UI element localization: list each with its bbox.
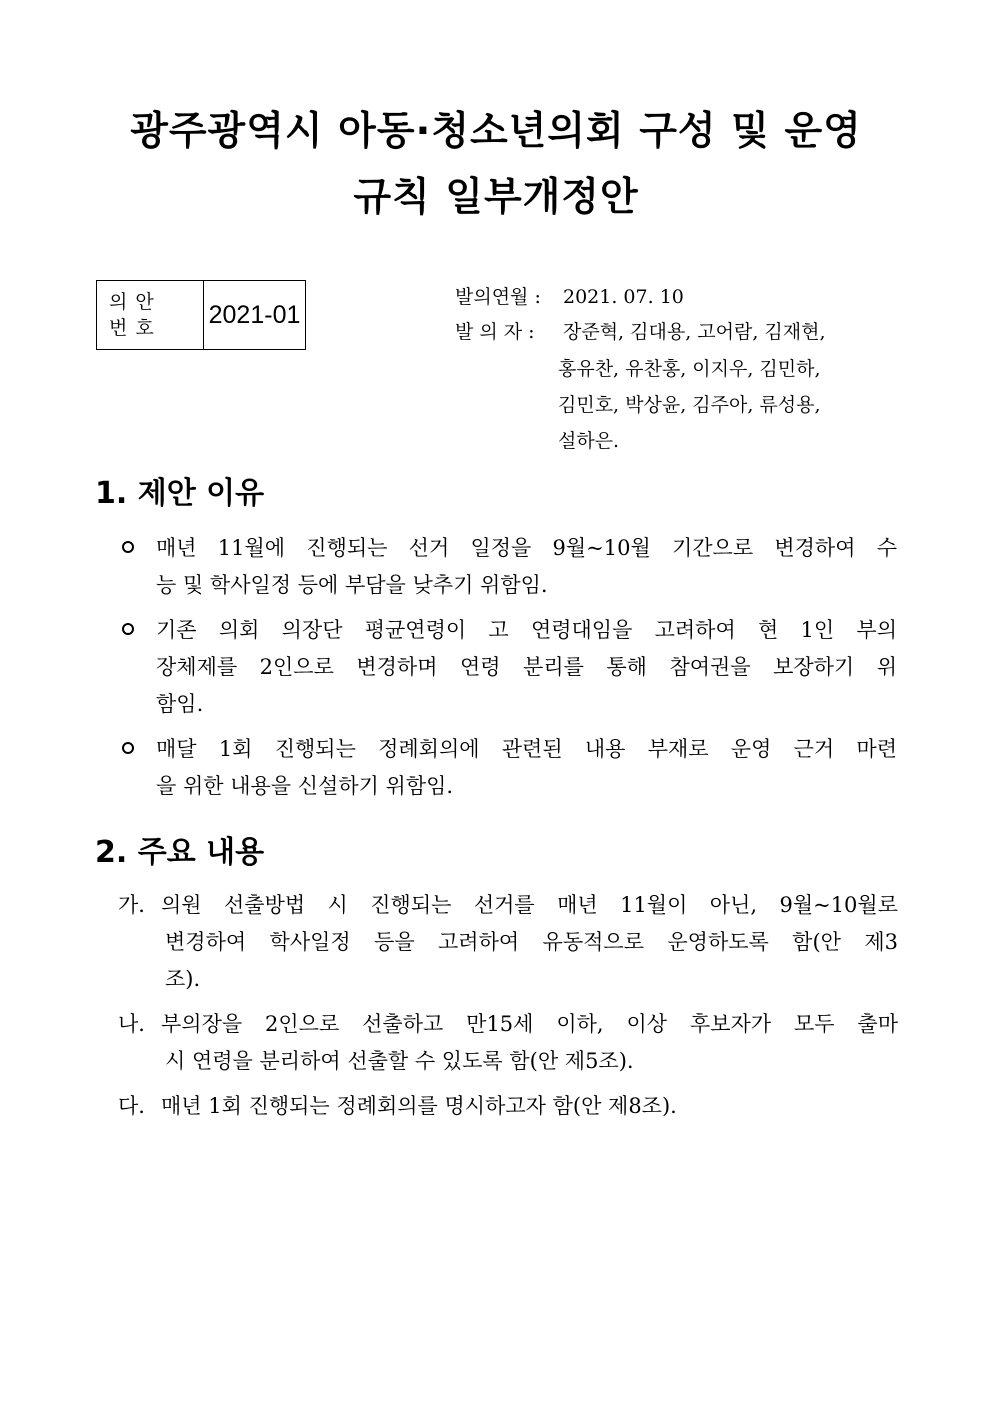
circle-bullet-icon <box>122 742 134 754</box>
section-heading-reason: 1. 제안 이유 <box>95 476 265 511</box>
proposers-line: 장준혁, 김대용, 고어람, 김재현, <box>563 321 826 343</box>
bullet-line: 을 위한 내용을 신설하기 위함임. <box>156 774 454 798</box>
document-title-line1: 광주광역시 아동·청소년의회 구성 및 운영 <box>130 109 862 154</box>
document-title-line2: 규칙 일부개정안 <box>353 175 639 220</box>
circle-bullet-icon <box>122 623 134 635</box>
proposers-line: 김민호, 박상윤, 김주아, 류성용, <box>558 394 821 416</box>
item-line: 매년 1회 진행되는 정례회의를 명시하고자 함(안 제8조). <box>161 1094 677 1118</box>
bill-number-label <box>97 281 204 349</box>
item-line: 변경하여 학사일정 등을 고려하여 유동적으로 운영하도록 함(안 제3 <box>165 930 898 954</box>
proposal-date-value: 2021. 07. 10 <box>563 286 684 308</box>
item-line: 조). <box>165 967 201 991</box>
proposers-line: 설하은. <box>558 430 620 452</box>
bullet-line: 함임. <box>156 692 204 716</box>
bill-label-line1: 의안 <box>109 291 162 313</box>
item-line: 시 연령을 분리하여 선출할 수 있도록 함(안 제5조). <box>165 1049 634 1073</box>
item-marker: 나. <box>118 1012 145 1036</box>
bill-number-value: 2021-01 <box>208 300 301 329</box>
section-heading-main-contents: 2. 주요 내용 <box>95 835 265 870</box>
item-line: 의원 선출방법 시 진행되는 선거를 매년 11월이 아닌, 9월~10월로 <box>161 893 898 917</box>
proposal-date-label: 발의연월 : <box>455 286 541 308</box>
bill-number-box <box>96 280 306 350</box>
proposers-row <box>455 317 826 344</box>
proposal-date <box>455 282 684 309</box>
bullet-line: 기존 의회 의장단 평균연령이 고 연령대임을 고려하여 현 1인 부의 <box>156 618 897 642</box>
bullet-line: 능 및 학사일정 등에 부담을 낮추기 위함임. <box>156 573 548 597</box>
bullet-line: 장체제를 2인으로 변경하며 연령 분리를 통해 참여권을 보장하기 위 <box>156 655 897 679</box>
item-marker: 다. <box>118 1094 145 1118</box>
bullet-line: 매달 1회 진행되는 정례회의에 관련된 내용 부재로 운영 근거 마련 <box>156 737 897 761</box>
item-line: 부의장을 2인으로 선출하고 만15세 이하, 이상 후보자가 모두 출마 <box>161 1012 898 1036</box>
circle-bullet-icon <box>122 541 134 553</box>
bill-label-line2: 번호 <box>109 317 162 339</box>
item-marker: 가. <box>118 893 145 917</box>
proposers-line: 홍유찬, 유찬홍, 이지우, 김민하, <box>558 358 821 380</box>
bullet-line: 매년 11월에 진행되는 선거 일정을 9월~10월 기간으로 변경하여 수 <box>156 536 897 560</box>
proposers-label: 발 의 자 : <box>455 321 535 343</box>
